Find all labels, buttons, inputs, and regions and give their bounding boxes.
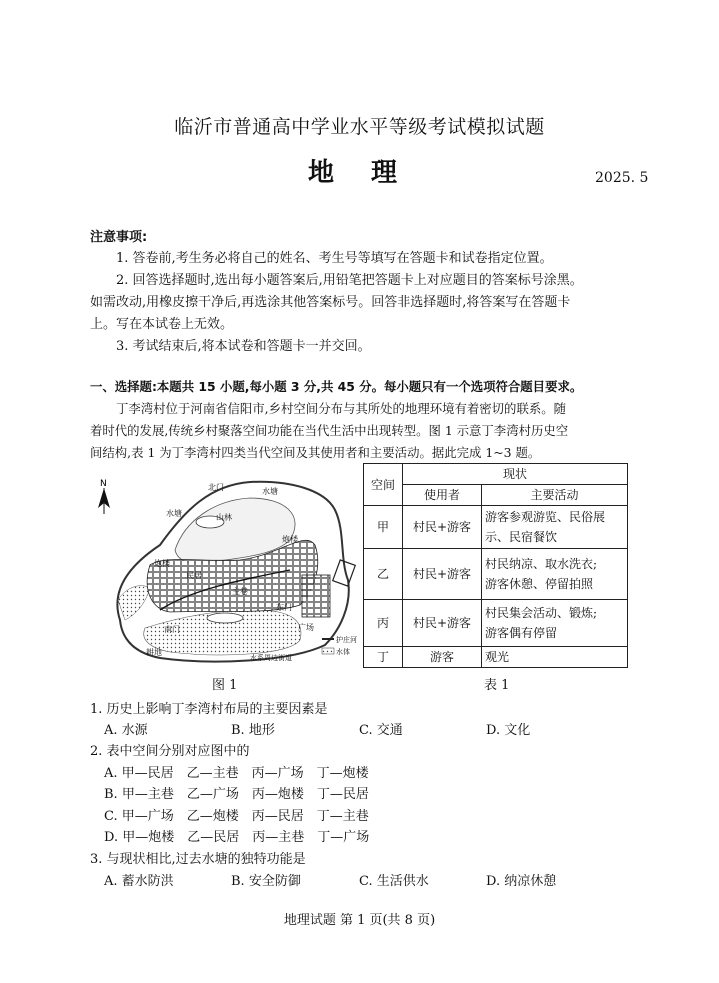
label-street: 水系周边街道: [250, 654, 292, 662]
question-2-stem: 2. 表中空间分别对应图中的: [90, 744, 250, 759]
cell-users: 村民+游客: [403, 600, 482, 647]
exam-date: 2025. 5: [595, 170, 649, 186]
label-south-gate: 南门: [164, 625, 180, 634]
label-watchtower-top: 炮楼: [282, 535, 298, 544]
section-heading: 一、选择题:本题共 15 小题,每小题 3 分,共 45 分。每小题只有一个选项符合题目要求。: [90, 379, 583, 394]
exam-title: 临沂市普通高中学业水平等级考试模拟试题: [174, 116, 545, 138]
intro-line-3: 间结构,表 1 为丁李湾村四类当代空间及其使用者和主要活动。据此完成 1~3 题。: [90, 445, 541, 460]
cell-space: 丙: [364, 600, 403, 647]
notice-item-2-cont: 如需改动,用橡皮擦干净后,再选涂其他答案标号。回答非选择题时,将答案写在答题卡: [90, 295, 571, 310]
page-footer: 地理试题 第 1 页(共 8 页): [283, 913, 436, 928]
q3-option-c: C. 生活供水: [359, 874, 429, 889]
table-row: [364, 647, 628, 668]
legend-water-swatch: [322, 648, 334, 654]
intro-line-2: 着时代的发展,传统乡村聚落空间功能在当代生活中出现转型。图 1 示意丁李湾村历史空: [90, 423, 569, 438]
label-pond-left: 水塘: [166, 509, 182, 518]
label-square: 广场: [298, 623, 314, 632]
cell-activity-line2: 游客休憩、停留拍照: [485, 577, 594, 591]
label-north-gate: 北门: [208, 483, 224, 492]
table-caption: 表 1: [484, 678, 510, 693]
table-row: [364, 506, 628, 549]
header-activity: 主要活动: [482, 485, 628, 506]
cell-activity-line2: 游客偶有停留: [485, 626, 558, 640]
north-label: N: [100, 479, 107, 489]
q3-option-d: D. 纳凉休憩: [486, 874, 557, 889]
notice-heading: 注意事项:: [90, 230, 148, 245]
header-status: 现状: [403, 464, 628, 485]
label-east-gate: 东门: [276, 603, 292, 612]
notice-item-3: 3. 考试结束后,将本试卷和答题卡一并交回。: [116, 339, 371, 354]
header-space: 空间: [364, 464, 403, 506]
table-row: [364, 600, 628, 647]
cell-users: 游客: [403, 647, 482, 668]
header-users: 使用者: [403, 485, 482, 506]
intro-line-1: 丁李湾村位于河南省信阳市,乡村空间分布与其所处的地理环境有着密切的联系。随: [116, 401, 567, 416]
figure-caption: 图 1: [212, 678, 238, 693]
q2-option-c: C. 甲—广场 乙—炮楼 丙—民居 丁—主巷: [104, 809, 369, 824]
north-arrow-icon: [98, 488, 110, 514]
cell-activity: 观光: [482, 647, 628, 668]
pond-south: [207, 613, 243, 623]
subject-title: 地 理: [307, 158, 412, 188]
question-3-stem: 3. 与现状相比,过去水塘的独特功能是: [90, 852, 306, 867]
q3-option-a: A. 蓄水防洪: [104, 874, 174, 889]
cell-space: 丁: [364, 647, 403, 668]
cell-space: 乙: [364, 549, 403, 600]
table-1: [363, 463, 628, 668]
notice-item-2-end: 上。写在本试卷上无效。: [90, 317, 234, 332]
q3-option-b: B. 安全防御: [231, 874, 301, 889]
cell-activity-line2: 示、民宿餐饮: [485, 530, 558, 544]
table-row: [364, 549, 628, 600]
cell-activity-line1: 游客参观游览、民俗展: [485, 510, 606, 524]
q1-option-c: C. 交通: [359, 723, 403, 738]
question-1-stem: 1. 历史上影响丁李湾村布局的主要因素是: [90, 702, 328, 717]
village-map: [90, 470, 358, 670]
legend-moat-label: 护庄河: [336, 636, 357, 644]
q2-option-d: D. 甲—炮楼 乙—民居 丙—主巷 丁—广场: [104, 830, 370, 845]
q1-option-b: B. 地形: [231, 723, 275, 738]
q1-option-a: A. 水源: [104, 723, 148, 738]
q1-option-d: D. 文化: [486, 723, 531, 738]
cell-users: 村民+游客: [403, 549, 482, 600]
q2-option-a: A. 甲—民居 乙—主巷 丙—广场 丁—炮楼: [104, 766, 369, 781]
legend-water-label: 水体: [336, 648, 350, 656]
label-forest: 山林: [216, 513, 232, 522]
cell-activity-line1: 村民集会活动、锻炼;: [485, 606, 598, 620]
cell-activity-line1: 村民纳凉、取水洗衣;: [485, 557, 598, 571]
notice-item-2: 2. 回答选择题时,选出每小题答案后,用铅笔把答题卡上对应题目的答案标号涂黑。: [116, 273, 583, 288]
q2-option-b: B. 甲—主巷 乙—广场 丙—炮楼 丁—民居: [104, 787, 369, 802]
label-main-lane: 主巷: [232, 587, 248, 596]
label-farmland: 耕地: [146, 648, 162, 657]
farmland-west: [118, 586, 150, 620]
label-residence: 民居: [186, 571, 202, 580]
label-watchtower-left: 炮楼: [154, 559, 170, 568]
label-pond-top: 水塘: [262, 487, 278, 496]
cell-users: 村民+游客: [403, 506, 482, 549]
notice-item-1: 1. 答卷前,考生务必将自己的姓名、考生号等填写在答题卡和试卷指定位置。: [116, 251, 553, 266]
east-annex: [302, 575, 330, 617]
cell-space: 甲: [364, 506, 403, 549]
